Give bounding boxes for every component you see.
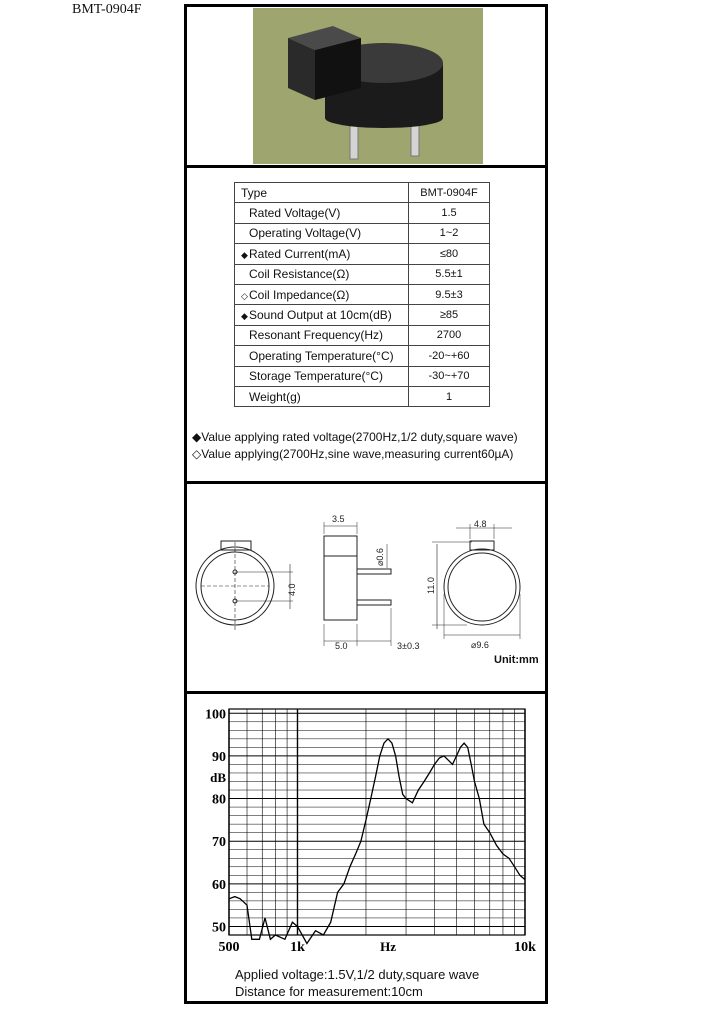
table-row — [235, 346, 490, 366]
y-tick-label: 80 — [212, 792, 226, 808]
y-axis-label: dB — [210, 770, 226, 786]
photo-body-bottom — [325, 108, 443, 128]
table-row — [235, 325, 490, 345]
front-view — [432, 524, 520, 639]
row-param: Sound Output at 10cm(dB) — [249, 308, 392, 323]
row-value: 1.5 — [409, 203, 490, 223]
row-param: Coil Impedance(Ω) — [249, 287, 350, 302]
table-row — [235, 264, 490, 284]
table-row — [235, 386, 490, 406]
dim-width-3-5: 3.5 — [332, 514, 345, 524]
dim-diameter-9-6: ⌀9.6 — [471, 640, 489, 650]
unit-label: Unit:mm — [494, 654, 539, 666]
row-param: Rated Voltage(V) — [249, 206, 341, 221]
document-title: BMT-0904F — [72, 2, 142, 17]
x-tick-label: 10k — [514, 940, 536, 955]
row-value: 1 — [409, 386, 490, 406]
section-divider — [187, 691, 545, 694]
y-tick-label: 100 — [205, 707, 226, 723]
row-value: 2700 — [409, 325, 490, 345]
table-header-row — [235, 183, 490, 203]
y-tick-label: 50 — [212, 920, 226, 936]
row-param: Operating Temperature(°C) — [249, 348, 394, 363]
x-tick-label: 1k — [290, 940, 305, 955]
note-mark: ◇ — [241, 290, 248, 301]
table-row — [235, 284, 490, 304]
caption-distance: Distance for measurement:10cm — [235, 984, 423, 999]
row-param: Coil Resistance(Ω) — [249, 267, 350, 282]
row-value: -30~+70 — [409, 366, 490, 386]
x-tick-label: 500 — [218, 940, 240, 955]
product-photo — [253, 8, 483, 164]
y-tick-label: 90 — [212, 749, 226, 765]
section-divider — [187, 165, 545, 168]
note-mark: ◆ — [241, 249, 248, 260]
row-value: ≤80 — [409, 244, 490, 264]
dim-body-5-0: 5.0 — [335, 641, 348, 651]
bottom-view — [196, 541, 293, 630]
side-view — [324, 522, 391, 646]
row-param: Resonant Frequency(Hz) — [249, 328, 384, 343]
row-value: 9.5±3 — [409, 284, 490, 304]
datasheet-frame — [184, 4, 548, 1004]
sine-wave-note: ◇Value applying(2700Hz,sine wave,measuring current60µA) — [192, 447, 514, 461]
caption-voltage: Applied voltage:1.5V,1/2 duty,square wave — [235, 967, 480, 982]
dim-pin-spacing: 4.0 — [287, 583, 297, 596]
table-row — [235, 244, 490, 264]
row-value: 1~2 — [409, 223, 490, 243]
row-param: Weight(g) — [249, 389, 301, 404]
table-row — [235, 203, 490, 223]
rated-voltage-note: ◆Value applying rated voltage(2700Hz,1/2 duty,square wave) — [192, 430, 518, 444]
dim-pin-length: 3±0.3 — [397, 641, 420, 651]
y-tick-label: 60 — [212, 877, 226, 893]
table-row — [235, 305, 490, 325]
dimension-drawing — [187, 484, 545, 690]
spec-table — [234, 182, 490, 407]
x-axis-label: Hz — [380, 939, 396, 954]
dim-pin-diameter: ⌀0.6 — [375, 548, 385, 566]
table-header-param: Type — [235, 183, 409, 203]
dim-tab-4-8: 4.8 — [474, 519, 487, 529]
row-value: 5.5±1 — [409, 264, 490, 284]
row-param: Rated Current(mA) — [249, 246, 351, 261]
table-row — [235, 366, 490, 386]
frequency-response-chart — [187, 697, 545, 957]
y-tick-label: 70 — [212, 835, 226, 851]
row-value: -20~+60 — [409, 346, 490, 366]
table-header-value: BMT-0904F — [409, 183, 490, 203]
row-value: ≥85 — [409, 305, 490, 325]
dim-height-11-0: 11.0 — [426, 577, 436, 594]
row-param: Storage Temperature(°C) — [249, 369, 383, 384]
note-mark: ◆ — [241, 311, 248, 322]
table-row — [235, 223, 490, 243]
row-param: Operating Voltage(V) — [249, 226, 362, 241]
